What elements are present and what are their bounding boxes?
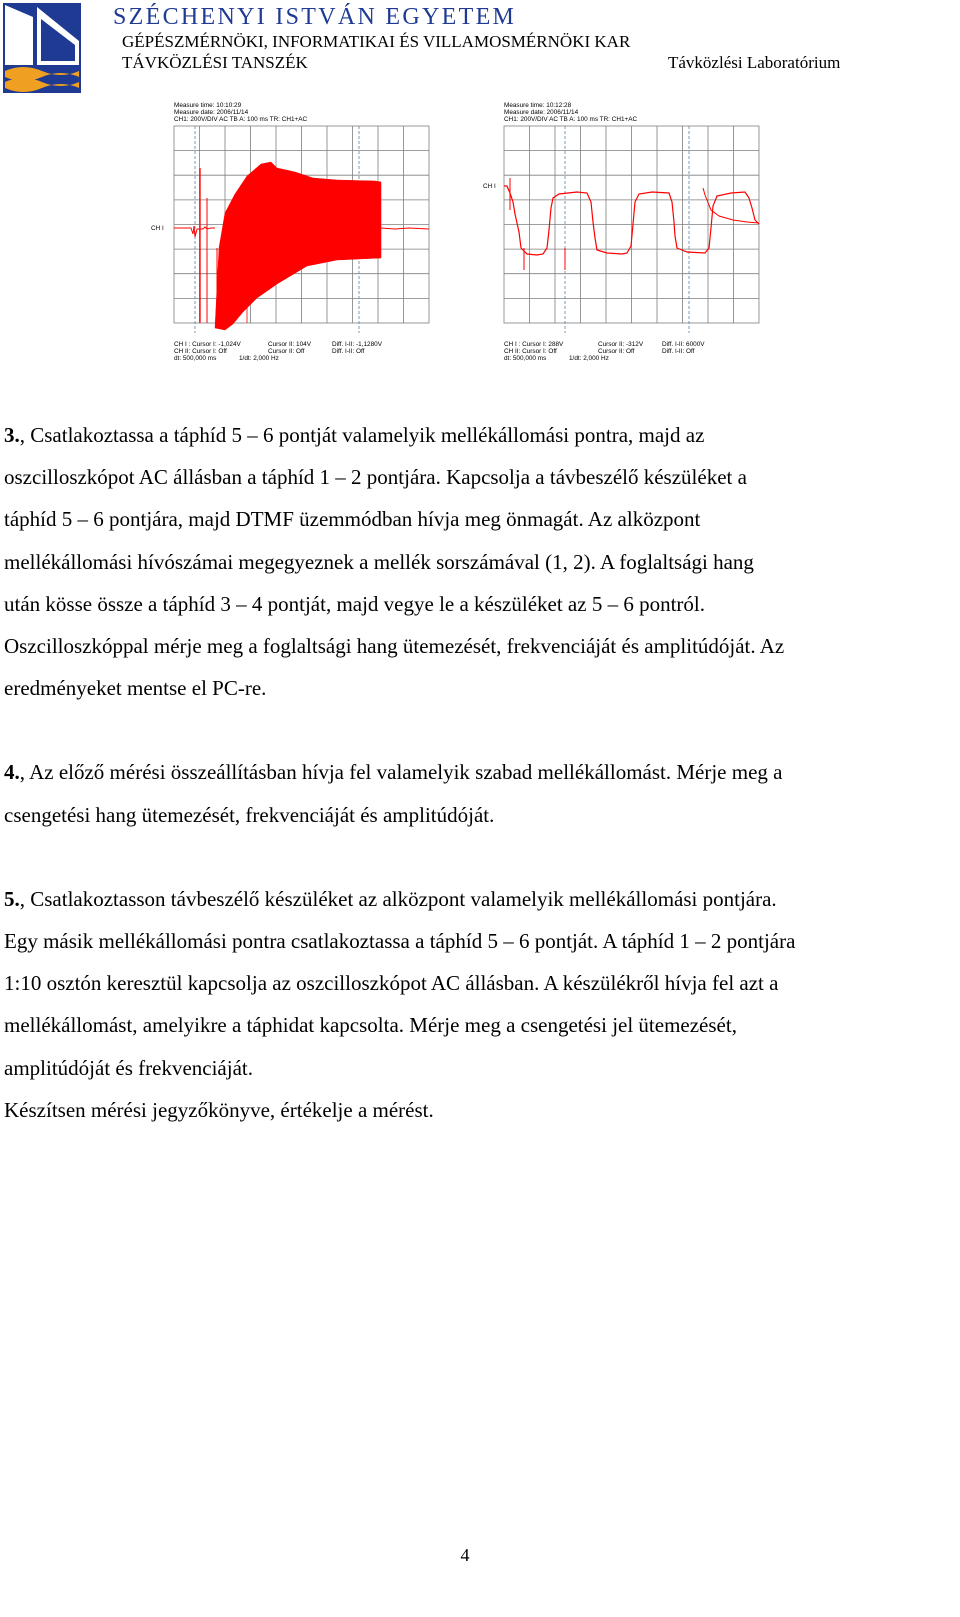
oscilloscope-capture-ringing [477, 98, 777, 368]
scope-meta-time: Measure time: 10:10:29 [174, 102, 242, 109]
task-instructions [4, 414, 934, 1131]
scope-footer-line2a: CH II: Cursor I: Off [504, 348, 557, 355]
faculty-name: GÉPÉSZMÉRNÖKI, INFORMATIKAI ÉS VILLAMOSMÉRNÖKI KAR [122, 32, 631, 51]
task-4-line-2: csengetési hang ütemezését, frekvenciáját és amplitúdóját. [4, 802, 495, 827]
task-3-line-5: után kösse össze a táphíd 3 – 4 pontját, majd vegye le a készüléket az 5 – 6 pontról. [4, 591, 705, 616]
task-3-number: 3. [4, 423, 20, 447]
scope-grid [504, 126, 759, 323]
task-3-line-6: Oszcilloszkóppal mérje meg a foglaltsági hang ütemezését, frekvenciáját és amplitúdóját. Az [4, 634, 785, 659]
scope-meta-settings: CH1: 200V/DIV AC TB A: 100 ms TR: CH1+AC [504, 116, 638, 123]
scope-meta-date: Measure date: 2006/11/14 [174, 109, 249, 116]
task-5-line-5: amplitúdóját és frekvenciáját. [4, 1055, 253, 1080]
scope-footer-line1a: CH I : Cursor I: -1,024V [174, 341, 241, 348]
page-number: 4 [460, 1545, 470, 1565]
scope-footer-line2c: Diff. I-II: Off [662, 348, 695, 355]
scope-footer-line1c: Diff. I-II: -1,1280V [332, 341, 382, 348]
department-name: TÁVKÖZLÉSI TANSZÉK [122, 53, 308, 72]
task-3-line-2: oszcilloszkópot AC állásban a táphíd 1 – 2 pontjára. Kapcsolja a távbeszélő készüléket a [4, 465, 747, 490]
scope-channel-label: CH I [151, 225, 164, 232]
scope-footer-line2a: CH II: Cursor I: Off [174, 348, 227, 355]
lab-name: Távközlési Laboratórium [668, 53, 841, 72]
scope-footer-line3b: 1/dt: 2,000 Hz [569, 355, 609, 362]
task-3-line-1: 3., Csatlakoztassa a táphíd 5 – 6 pontját valamelyik mellékállomási pontra, majd az [4, 423, 705, 447]
ringing-trace-spikes [510, 178, 565, 270]
scope-meta-settings: CH1: 200V/DIV AC TB A: 100 ms TR: CH1+AC [174, 116, 308, 123]
task-3-line-3: táphíd 5 – 6 pontjára, majd DTMF üzemmódban hívja meg önmagát. Az alközpont [4, 507, 701, 532]
task-5-line-1: 5., Csatlakoztasson távbeszélő készüléket az alközpont valamelyik mellékállomási pontjára. [4, 886, 777, 911]
task-5-line-4: mellékállomást, amelyikre a táphidat kapcsolta. Mérje meg a csengetési jel ütemezését, [4, 1013, 737, 1038]
scope-footer-line2b: Cursor II: Off [268, 348, 305, 355]
scope-footer-line1b: Cursor II: 104V [268, 341, 311, 348]
scope-footer-line2c: Diff. I-II: Off [332, 348, 365, 355]
scope-footer-line1b: Cursor II: -312V [598, 341, 644, 348]
oscilloscope-capture-busy [147, 98, 447, 368]
scope-footer-line1a: CH I : Cursor I: 288V [504, 341, 564, 348]
task-3-line-7: eredményeket mentse el PC-re. [4, 676, 267, 701]
closing-instruction: Készítsen mérési jegyzőkönyve, értékelje a mérést. [4, 1097, 434, 1122]
scope-footer-line3a: dt: 500,000 ms [504, 355, 547, 362]
scope-footer-line3a: dt: 500,000 ms [174, 355, 217, 362]
scope-footer-line1c: Diff. I-II: 6000V [662, 341, 705, 348]
scope-footer-line3b: 1/dt: 2,000 Hz [239, 355, 279, 362]
page-header [0, 0, 960, 100]
university-logo-icon [3, 3, 81, 93]
task-4-number: 4. [4, 760, 20, 785]
task-5-line-2: Egy másik mellékállomási pontra csatlakoztassa a táphíd 5 – 6 pontját. A táphíd 1 – 2 pontjára [4, 929, 796, 954]
paragraph-gap [4, 836, 934, 878]
scope-channel-label: CH I [483, 183, 496, 190]
scope-cursor-lines [565, 126, 689, 333]
paragraph-gap [4, 709, 934, 751]
university-name: SZÉCHENYI ISTVÁN EGYETEM [113, 4, 517, 30]
task-5-number: 5. [4, 886, 20, 911]
scope-meta-time: Measure time: 10:12:28 [504, 102, 572, 109]
task-4-line-1: 4., Az előző mérési összeállításban hívja fel valamelyik szabad mellékállomást. Mérje meg a [4, 760, 783, 785]
task-5-line-3: 1:10 osztón keresztül kapcsolja az oszcilloszkópot AC állásban. A készülékről hívja fel azt a [4, 971, 779, 996]
scope-meta-date: Measure date: 2006/11/14 [504, 109, 579, 116]
scope-footer-line2b: Cursor II: Off [598, 348, 635, 355]
task-3-line-4: mellékállomási hívószámai megegyeznek a mellék sorszámával (1, 2). A foglaltsági hang [4, 549, 754, 574]
